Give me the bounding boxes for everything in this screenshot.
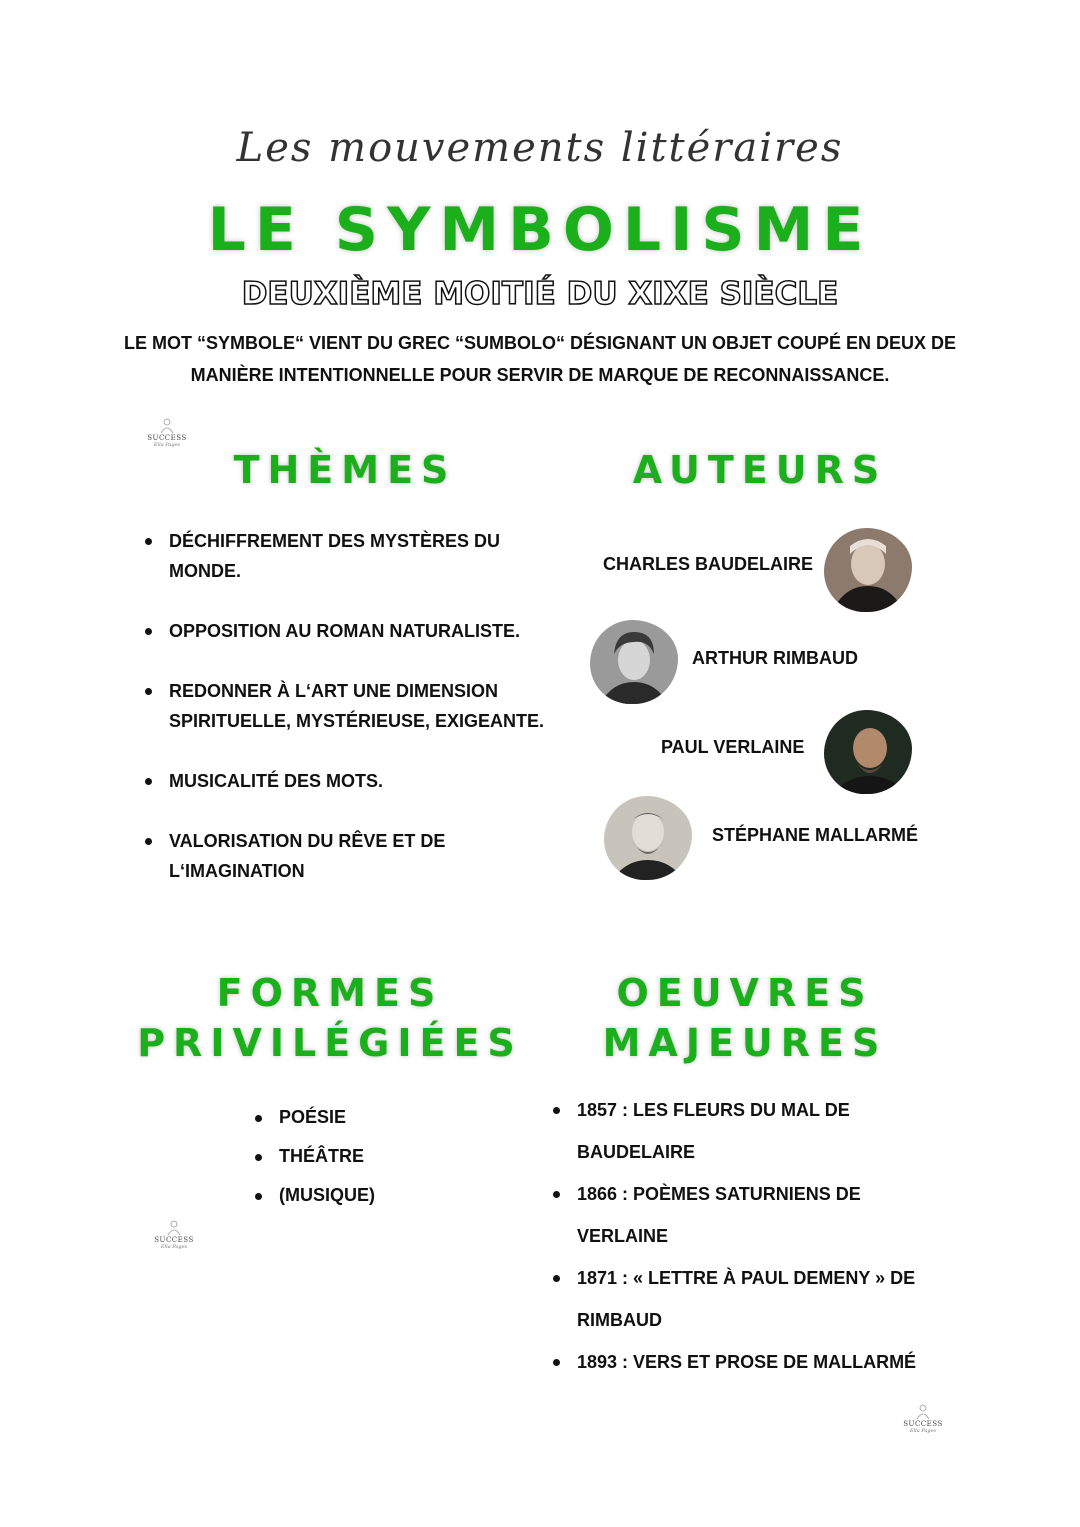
themes-heading: THÈMES [233, 448, 457, 492]
forms-list [253, 1098, 513, 1215]
portrait-mallarme [604, 796, 692, 880]
success-logo [145, 418, 189, 448]
list-item: THÉÂTRE [253, 1137, 513, 1176]
script-heading: Les mouvements littéraires [236, 125, 844, 171]
page-subtitle: DEUXIÈME MOITIÉ DU XIXE SIÈCLE [241, 276, 839, 312]
author-name-rimbaud: ARTHUR RIMBAUD [692, 648, 858, 668]
page-title: LE SYMBOLISME [207, 195, 873, 265]
author-name-verlaine: PAUL VERLAINE [661, 737, 805, 757]
portrait-rimbaud [590, 620, 678, 704]
success-logo [901, 1404, 945, 1434]
portrait-baudelaire [824, 528, 912, 612]
list-item: VALORISATION DU RÊVE ET DE L‘IMAGINATION [143, 826, 563, 886]
list-item: 1893 : VERS ET PROSE DE MALLARMÉ [551, 1341, 951, 1383]
list-item: OPPOSITION AU ROMAN NATURALISTE. [143, 616, 563, 646]
forms-heading [130, 968, 530, 1068]
list-item: (MUSIQUE) [253, 1176, 513, 1215]
logo-signature: Ella Pages [160, 1244, 188, 1250]
portrait-verlaine [824, 710, 912, 794]
logo-figure-icon [157, 418, 177, 434]
intro-paragraph: LE MOT “SYMBOLE“ VIENT DU GREC “SUMBOLO“ DÉSIGNANT UN OBJET COUPÉ EN DEUX DE MANIÈRE INTENTIONNELLE POUR SERVIR DE MARQUE DE RECONNAISSANCE. [123, 333, 957, 385]
logo-text: SUCCESS [147, 434, 187, 442]
works-list [551, 1089, 951, 1383]
logo-text: SUCCESS [154, 1236, 194, 1244]
author-name-baudelaire: CHARLES BAUDELAIRE [603, 554, 814, 574]
author-name-mallarme: STÉPHANE MALLARMÉ [712, 825, 918, 845]
themes-list [143, 526, 563, 916]
logo-figure-icon [913, 1404, 933, 1420]
works-heading [545, 968, 945, 1068]
works-heading-line2: MAJEURES [602, 1021, 888, 1065]
logo-text: SUCCESS [903, 1420, 943, 1428]
list-item: MUSICALITÉ DES MOTS. [143, 766, 563, 796]
list-item: 1866 : POÈMES SATURNIENS DE VERLAINE [551, 1173, 951, 1257]
works-heading-line1: OEUVRES [616, 971, 874, 1015]
logo-signature: Ella Pages [909, 1428, 937, 1434]
list-item: POÉSIE [253, 1098, 513, 1137]
list-item: DÉCHIFFREMENT DES MYSTÈRES DU MONDE. [143, 526, 563, 586]
forms-heading-line1: FORMES [216, 971, 444, 1015]
logo-signature: Ella Pages [153, 442, 181, 448]
list-item: REDONNER À L‘ART UNE DIMENSION SPIRITUELLE, MYSTÉRIEUSE, EXIGEANTE. [143, 676, 563, 736]
success-logo [152, 1220, 196, 1250]
authors-heading: AUTEURS [632, 448, 888, 492]
logo-figure-icon [164, 1220, 184, 1236]
list-item: 1871 : « LETTRE À PAUL DEMENY » DE RIMBAUD [551, 1257, 951, 1341]
forms-heading-line2: PRIVILÉGIÉES [137, 1021, 523, 1065]
list-item: 1857 : LES FLEURS DU MAL DE BAUDELAIRE [551, 1089, 951, 1173]
